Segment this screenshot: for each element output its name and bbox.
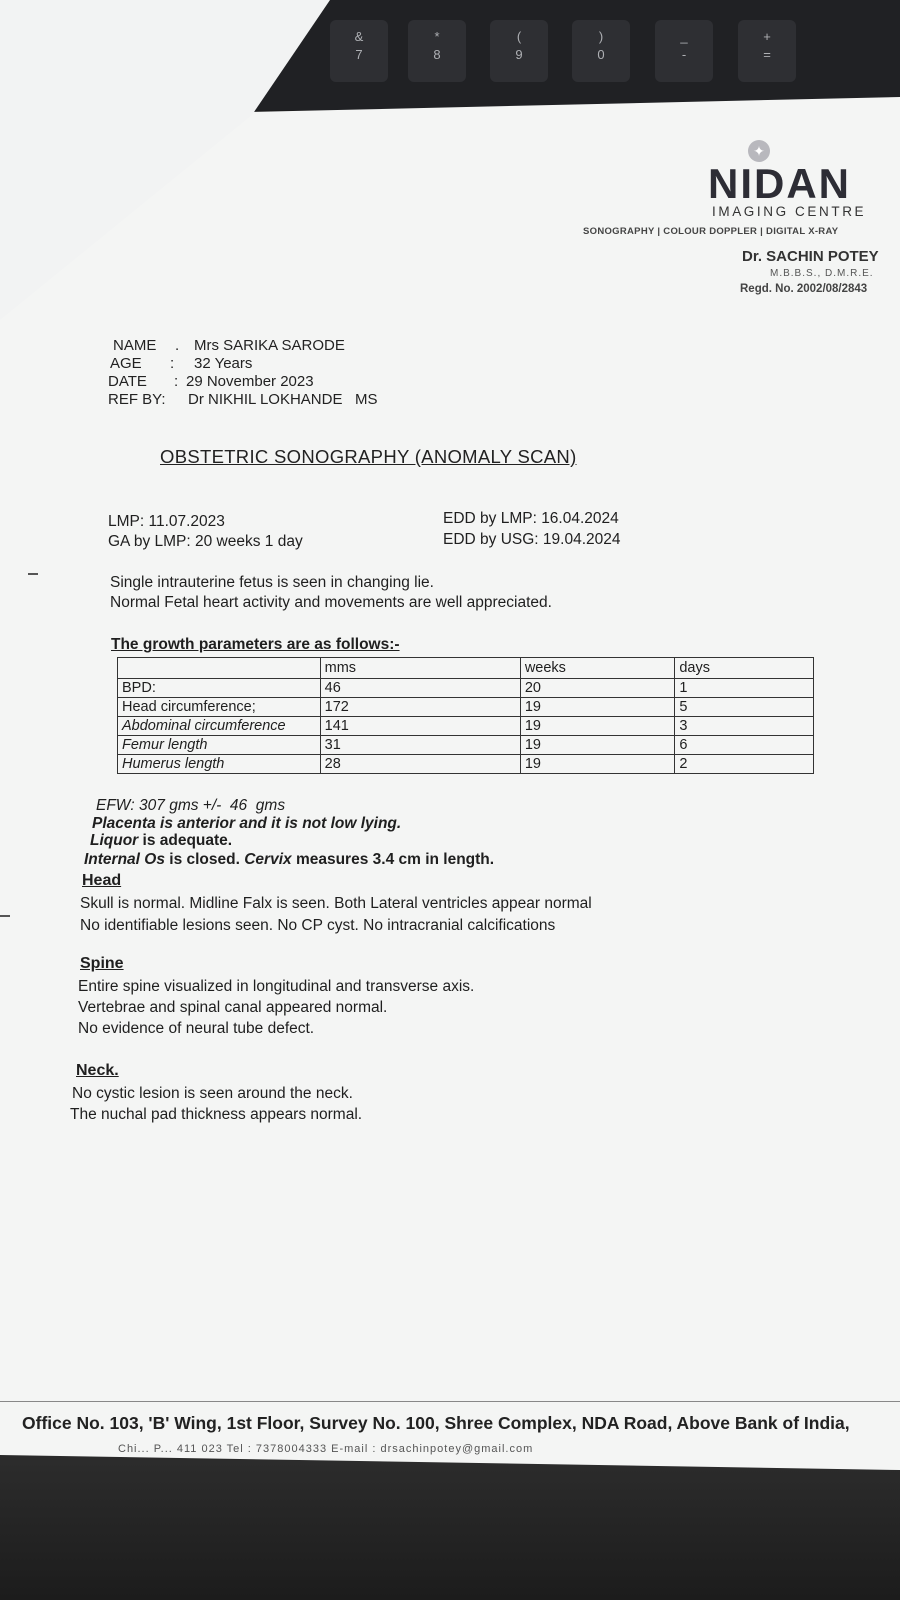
neck-line-2: The nuchal pad thickness appears normal. — [70, 1106, 363, 1123]
spine-line-1: Entire spine visualized in longitudinal and transverse axis. — [78, 978, 475, 995]
column-header-weeks: weeks — [520, 658, 675, 679]
column-header — [118, 658, 321, 679]
margin-mark — [28, 573, 38, 575]
cervix-finding — [84, 851, 494, 869]
parameter-mms: 31 — [320, 736, 520, 755]
intro-line-2: Normal Fetal heart activity and movements are well appreciated. — [110, 594, 552, 611]
footer-address: Office No. 103, 'B' Wing, 1st Floor, Survey No. 100, Shree Complex, NDA Road, Above Bank of India, — [22, 1413, 850, 1433]
parameter-name: Femur length — [118, 736, 321, 755]
column-header-mms: mms — [320, 658, 520, 679]
parameter-weeks: 20 — [520, 679, 675, 698]
parameter-name: Abdominal circumference — [118, 717, 321, 736]
spine-line-2: Vertebrae and spinal canal appeared normal. — [78, 999, 388, 1016]
placenta-text: and it is not low lying. — [235, 815, 402, 832]
table-row — [118, 679, 814, 698]
parameter-days: 6 — [675, 736, 814, 755]
parameter-days: 2 — [675, 755, 814, 774]
neck-heading: Neck. — [76, 1062, 119, 1079]
parameter-weeks: 19 — [520, 717, 675, 736]
column-header-days: days — [675, 658, 814, 679]
age-separator: : — [170, 355, 175, 372]
patient-name: Mrs SARIKA SARODE — [194, 337, 345, 354]
referring-doctor: Dr NIKHIL LOKHANDE MS — [188, 391, 378, 408]
registration-number: Regd. No. 2002/08/2843 — [740, 283, 868, 295]
liquor-finding — [90, 832, 232, 850]
table-row — [118, 755, 814, 774]
cervix-label: Cervix — [244, 851, 292, 868]
parameter-name: BPD: — [118, 679, 321, 698]
clinic-logo: NIDAN — [708, 160, 851, 207]
parameter-weeks: 19 — [520, 736, 675, 755]
parameter-mms: 46 — [320, 679, 520, 698]
date-label: DATE — [108, 373, 147, 390]
parameter-days: 1 — [675, 679, 814, 698]
clinic-services: SONOGRAPHY | COLOUR DOPPLER | DIGITAL X-RAY — [583, 226, 839, 237]
desk-background-bottom — [0, 1460, 900, 1600]
footer-contact: Chi... P... 411 023 Tel : 7378004333 E-mail : drsachinpotey@gmail.com — [118, 1443, 534, 1455]
placenta-label: Placenta is — [92, 815, 178, 832]
growth-heading: The growth parameters are as follows:- — [111, 636, 400, 653]
parameter-name: Humerus length — [118, 755, 321, 774]
parameter-days: 5 — [675, 698, 814, 717]
os-text: is closed. — [164, 851, 245, 868]
parameter-mms: 141 — [320, 717, 520, 736]
doctor-degree: M.B.B.S., D.M.R.E. — [770, 268, 874, 279]
parameter-weeks: 19 — [520, 698, 675, 717]
key-equals: + = — [738, 20, 796, 82]
growth-parameters-table — [117, 657, 814, 774]
table-row — [118, 717, 814, 736]
key-9: ( 9 — [490, 20, 548, 82]
ref-label: REF BY: — [108, 391, 166, 408]
date-separator: : — [174, 373, 179, 390]
head-heading: Head — [82, 872, 122, 889]
margin-mark — [0, 915, 10, 917]
table-header-row — [118, 658, 814, 679]
parameter-weeks: 19 — [520, 755, 675, 774]
report-date: 29 November 2023 — [186, 373, 314, 390]
patient-age: 32 Years — [194, 355, 253, 372]
key-7: & 7 — [330, 20, 388, 82]
cervix-text: measures 3.4 cm in length. — [291, 851, 495, 868]
head-line-2: No identifiable lesions seen. No CP cyst. No intracranial calcifications — [80, 917, 556, 934]
report-title: OBSTETRIC SONOGRAPHY (ANOMALY SCAN) — [160, 446, 577, 467]
parameter-mms: 28 — [320, 755, 520, 774]
intro-line-1: Single intrauterine fetus is seen in changing lie. — [110, 574, 434, 591]
footer-divider — [0, 1401, 900, 1402]
name-label: NAME — [113, 337, 157, 354]
table-row — [118, 698, 814, 717]
age-label: AGE — [110, 355, 142, 372]
spine-heading: Spine — [80, 955, 124, 972]
name-separator: . — [175, 337, 180, 354]
parameter-name: Head circumference; — [118, 698, 321, 717]
key-0: ) 0 — [572, 20, 630, 82]
liquor-text: is adequate. — [138, 832, 233, 849]
edd-by-usg: EDD by USG: 19.04.2024 — [443, 531, 621, 548]
os-label: Internal Os — [84, 851, 165, 868]
logo-emblem-icon: ✦ — [748, 140, 770, 162]
neck-line-1: No cystic lesion is seen around the neck. — [72, 1085, 353, 1102]
clinic-subtitle: IMAGING CENTRE — [712, 204, 867, 219]
keyboard — [250, 0, 900, 110]
parameter-days: 3 — [675, 717, 814, 736]
edd-by-lmp: EDD by LMP: 16.04.2024 — [443, 510, 619, 527]
spine-line-3: No evidence of neural tube defect. — [78, 1020, 315, 1037]
key-8: * 8 — [408, 20, 466, 82]
key-minus: _ - — [655, 20, 713, 82]
lmp: LMP: 11.07.2023 — [108, 513, 225, 530]
placenta-finding — [92, 815, 401, 833]
liquor-label: Liquor — [90, 832, 139, 849]
gestational-age: GA by LMP: 20 weeks 1 day — [108, 533, 303, 550]
table-row — [118, 736, 814, 755]
head-line-1: Skull is normal. Midline Falx is seen. Both Lateral ventricles appear normal — [80, 895, 592, 912]
efw: EFW: 307 gms +/- 46 gms — [96, 797, 286, 814]
doctor-name: Dr. SACHIN POTEY — [742, 248, 879, 265]
parameter-mms: 172 — [320, 698, 520, 717]
placenta-position: anterior — [177, 815, 236, 832]
